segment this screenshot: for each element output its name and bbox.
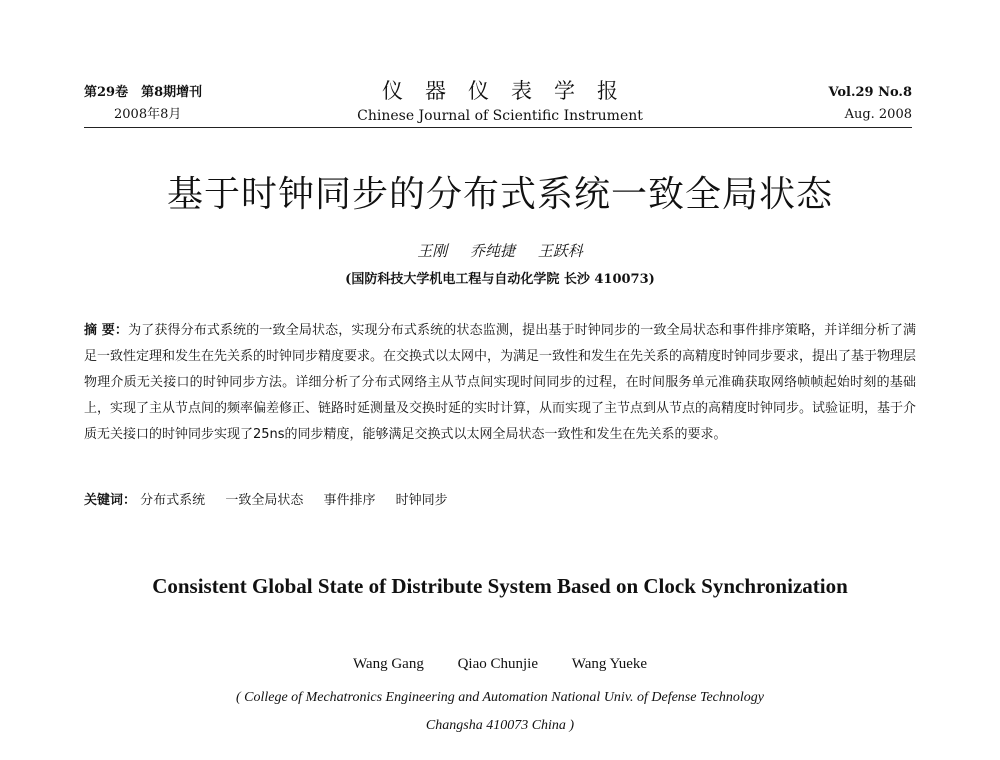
- abstract-label: 摘 要：: [84, 323, 129, 338]
- volume-en: Vol.29 No.8: [828, 85, 912, 100]
- journal-name-cn: 仪器仪表学报: [382, 79, 640, 103]
- affiliation-en: [0, 684, 1000, 740]
- author-en: Qiao Chunjie: [457, 656, 538, 672]
- abstract-text: 为了获得分布式系统的一致全局状态，实现分布式系统的状态监测，提出基于时钟同步的一致全局状态和事件排序策略，并详细分析了满足一致性定理和发生在先关系的时钟同步精度要求。在交换式以太网中，为满足一致性和发生在先关系的高精度时钟同步要求，提出了基于物理层物理介质无关接口的时钟同步方法。详细分析了分布式网络主从节点间实现时间同步的过程，在时间服务单元准确获取网络帧帧起始时刻的基础上，实现了主从节点间的频率偏差修正、链路时延测量及交换时延的实时计算，从而实现了主节点到从节点的高精度时钟同步。试验证明，基于介质无关接口的时钟同步实现了25ns的同步精度，能够满足交换式以太网全局状态一致性和发生在先关系的要求。: [84, 323, 917, 442]
- keyword: 分布式系统: [140, 493, 206, 508]
- abstract-cn: [84, 318, 916, 448]
- authors-en: [0, 656, 1000, 673]
- author-cn: 王跃科: [537, 242, 583, 260]
- keyword: 时钟同步: [395, 493, 448, 508]
- issue-info: [84, 82, 202, 126]
- issue-date-en: Aug. 2008: [844, 107, 912, 122]
- issue-number-cn: 第29卷 第8期增刊: [84, 85, 203, 100]
- affiliation-en-line: ( College of Mechatronics Engineering and Automation National Univ. of Defense Technology: [235, 690, 765, 705]
- keyword: 事件排序: [323, 493, 376, 508]
- journal-name: [340, 78, 660, 126]
- affiliation-en-line: Changsha 410073 China ): [425, 718, 575, 733]
- paper-title-en: Consistent Global State of Distribute System Based on Clock Synchronization: [152, 574, 848, 598]
- authors-cn: [0, 240, 1000, 261]
- volume-info: [828, 82, 912, 126]
- keyword: 一致全局状态: [225, 493, 304, 508]
- issue-date-cn: 2008年8月: [114, 107, 182, 122]
- author-cn: 乔纯捷: [469, 242, 515, 260]
- paper-title-cn: 基于时钟同步的分布式系统一致全局状态: [166, 174, 833, 215]
- keywords-cn: [84, 490, 916, 512]
- keywords-label: 关键词：: [84, 493, 137, 508]
- author-en: Wang Yueke: [571, 656, 648, 672]
- journal-name-en: Chinese Journal of Scientific Instrument: [357, 108, 643, 124]
- header-rule: [84, 127, 912, 128]
- affiliation-cn: (国防科技大学机电工程与自动化学院 长沙 410073): [345, 272, 655, 287]
- author-cn: 王刚: [417, 242, 448, 260]
- author-en: Wang Gang: [352, 656, 424, 672]
